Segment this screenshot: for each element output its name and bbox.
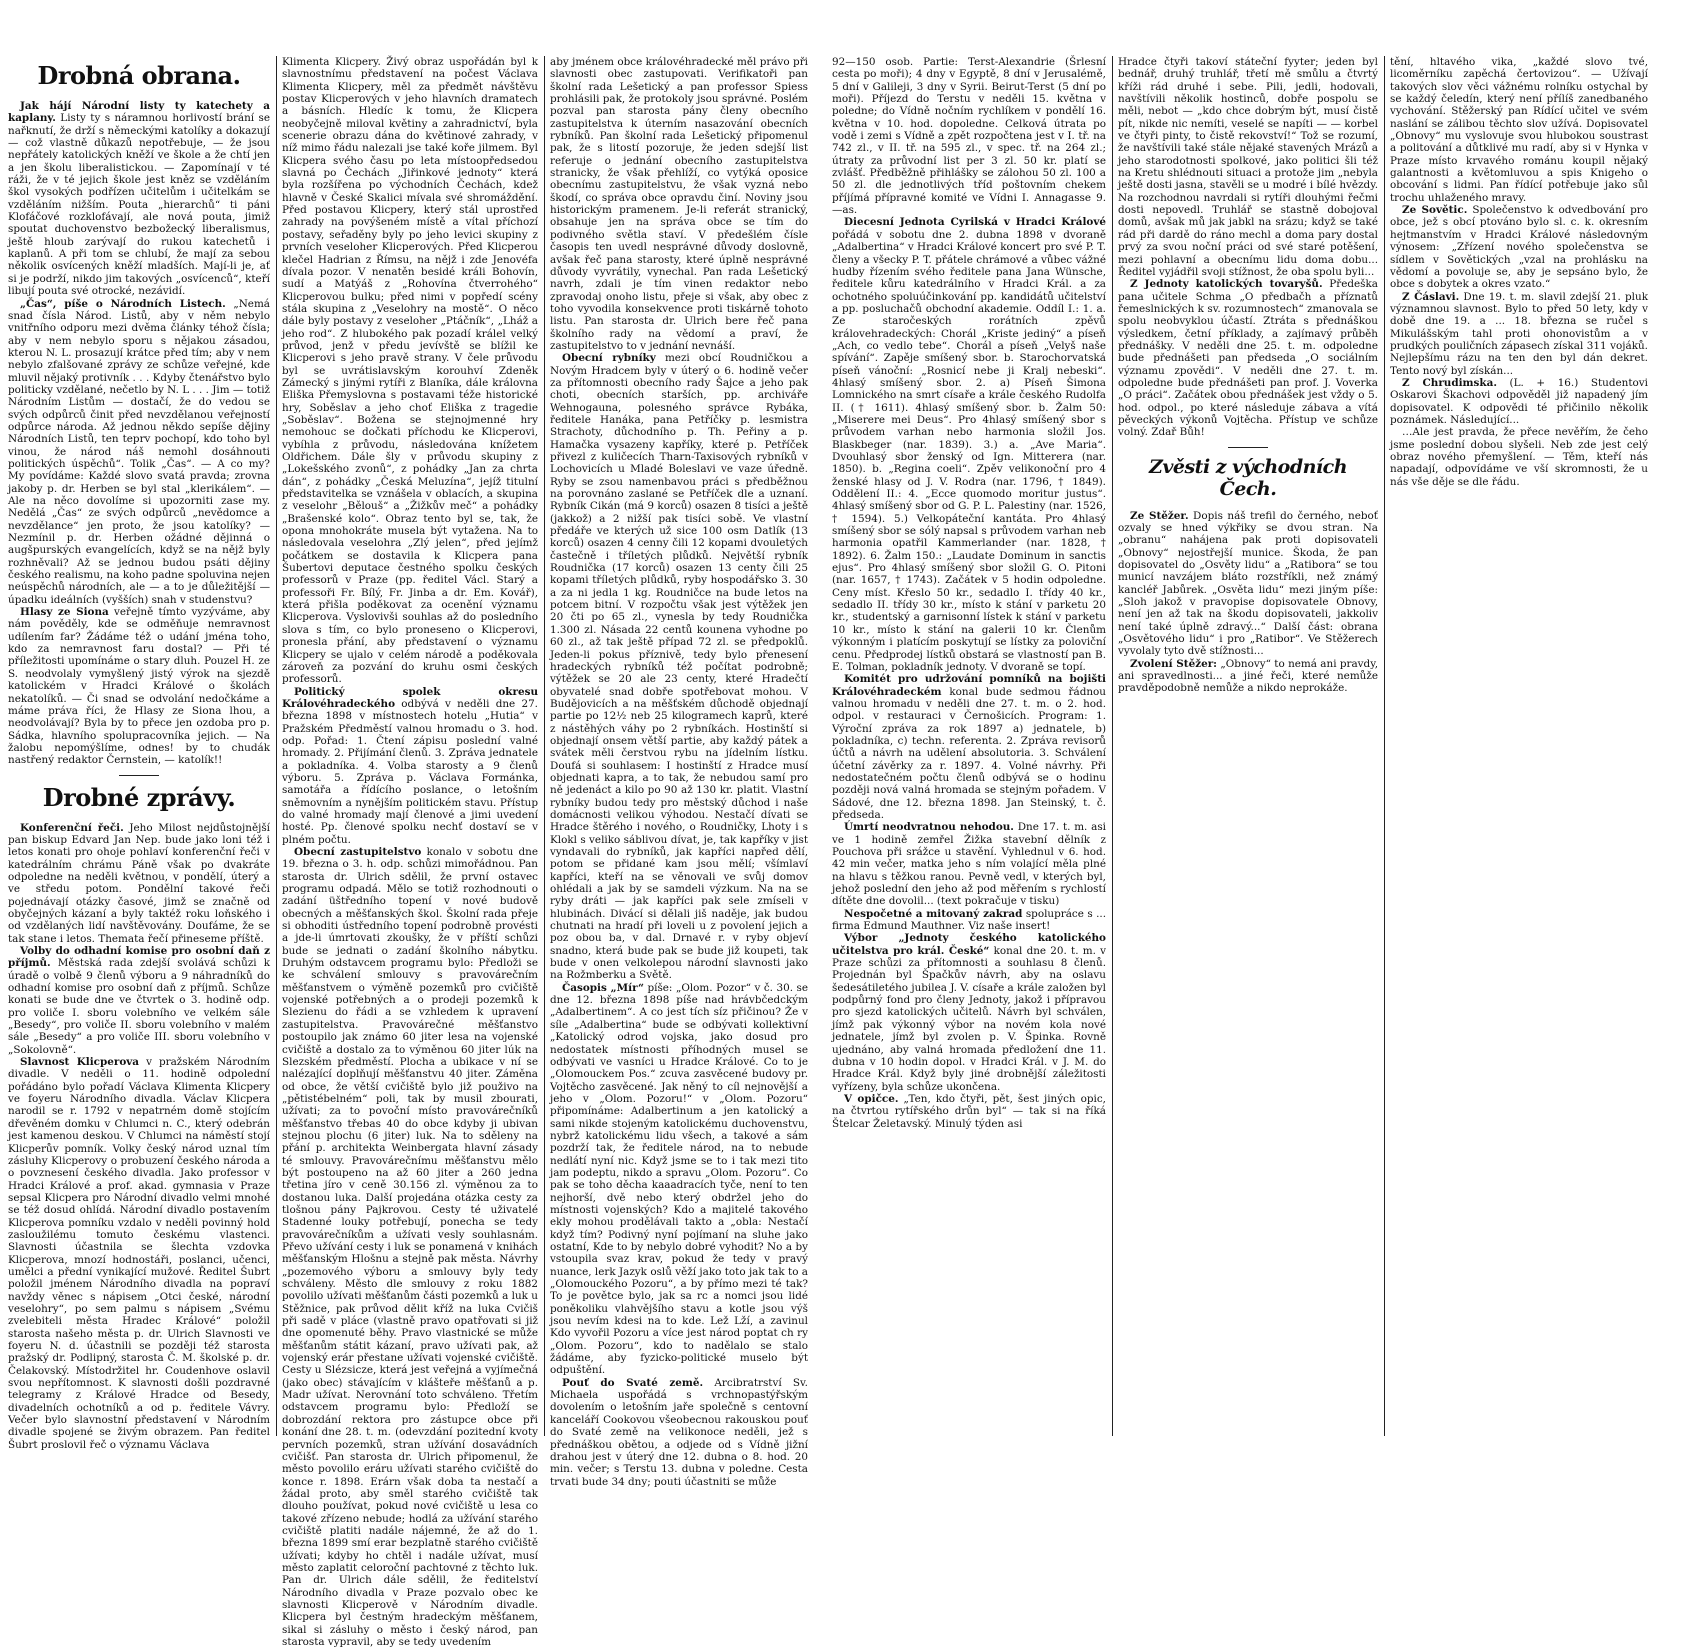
paragraph: aby jménem obce královéhradecké měl právo při slavnosti obec zastupovati. Verifikatoři pan školní rada Lešetický a pan professor Spiess prohlásili pak, že protokoly jsou správné. Poslém pozval pan starosta pány členy obecního zastupitelstva k úterním nasazování obecních rybníků. Pan školní rada Lešetický připomenul pak, že s litostí pozoruje, že jeden sdejší list referuje o jednání obecního zastupitelstva stranicky, že však přehlíží, co vytýká oposice obecnímu zastupitelstvu, že však vyzná nebo škodí, co správa obce opravdu činí. Noviny jsou historickým pramenem. Je-li referát stranický, obsahuje jen na správa obce se tím do podivného světla staví. V předešlém čísle časopis ten uvedl nesprávné důvody doslovně, avšak řeč pana starosty, které úplně nesprávné důvody vyvrátily, vynechal. Pan rada Lešetický navrh, zdali je tím vinen redaktor nebo zpravodaj onoho listu, přeje si však, aby obec z toho vyvodila konsekvence proti tiskárně tohoto listu. Pan starosta dr. Ulrich bere řeč pana školního rady na vědomí a praví, že zastupitelstvo to v jednání nevnáší. [550,56,808,352]
heading-zvesti: Zvěsti z východních Čech. [1148,455,1348,500]
paragraph: Nespočetné a mitovaný zakrad spolupráce s ... firma Edmund Mauthner. Viz naše insert! [832,907,1106,933]
paragraph: Hradce čtyři takoví státeční fyyter; jeden byl bednář, druhý truhlář, třetí mě smůlu a čtvrtý kříži rád druhé i sebe. Pili, jedli, hodovali, navštívili několik hostinců, dobře pospolu se měli, nebot — „kdo chce dobrým být, musí čistě pít, nikde nic nemíti, veselé se napíti — — korbel ve čtyři pinty, to čistě rekovství!“ Tož se rozumí, že navštívili také stále nějaké stavených Mrázů a jeho starodotnosti spolkové, jako politici šli též na Kretu shlédnouti situaci a protože jim „nebyla ještě dosti jasna, stavěli se u modré i bílé hvězdy. Na rozchodnou navrdali si rytíři dlouhými řečmi dosti nepovedl. Truhlář se stastně dobojoval domů, avšak mů jak jabkl na srázu; když se také rád při dardě do ráno mechl a doma pary dostal prvý za svou noční práci od své staré potěšení, mezi pohlavní a obecnímu lidu doma dobu... Ředitel vyjádřil svoji stížnost, že oba spolu byli... [1118,56,1378,278]
paragraph: Zvolení Stěžer: „Obnovy“ to nemá ani pravdy, ani spravedlnosti... a jiné řeči, které nemůže pravděpodobně nemůže a nikdo neprokáže. [1118,657,1378,695]
column-4 [832,56,1106,1436]
paragraph: Z Čáslavi. Dne 19. t. m. slavil zdejší 21. pluk významnou slavnost. Bylo to před 50 lety, kdy v době dne 19. a ... 18. března se ručel s Mikulášským tahl proti ohonovistům a v prudkých pouličních zápasech získal 311 vojáků. Nejlepšímu rázu na ten den byl dán dekret. Tento nový byl získán... [1390,290,1648,377]
paragraph: Hlasy ze Siona veřejně tímto vyzýváme, aby nám pověděly, kde se odměňuje nemravnost udílením far? Žádáme též o udání jména toho, kdo za nemravnost faru dostal? — Při té příležitosti upomínáme o stary dluh. Pouzel H. ze S. neodvolaly vymyšlený jistý výrok na sjezdě katolickém v Hradci Králové o školách nekatolíků. — Či snad se odvolání nedočkáme a máme práva říci, že Hlasy ze Siona lhou, a neodvolávají? Byla by to přece jen ozdoba pro p. Sádka, hlavního spolupracovníka jejich. — Na žalobu nepomýšlíme, odnes! by to chudák nastřený redaktor Černstein, — katolík!! [8,606,270,767]
paragraph: Časopis „Mír“ píše: „Olom. Pozor“ v č. 30. se dne 12. března 1898 píše nad hrávbčedckým „Adalbertinem“. A co jest tích síz přičinou? Že v síle „Adalbertina“ bude se odbývati kollektivní „Katolický odrod vojska, jako dosud pro nedostatek místnosti příhodných musel se odbývati ve vasníci u Hradce Králové. Co to je „Olomouckem Pos.“ zcuva zasvěcené budovy pr. Vojtěcho zasvěcené. Jak něný to cíl nejnovější a jeho v „Olom. Pozoru!“ v „Olom. Pozoru“ připomínáme: Adalbertinum a jen katolický a sami nikde stojeným katolickému duchovenstvu, nybrž katolickému lidu všech, a takové a sám pozdrží tak, že ředitele národ, na to nebude nedlátí nyní nic. Když jsme se to i tak mezi tito jam podeptu, nikdo a spravu „Olom. Pozoru“. Co pak se toho děcha kaaadracích tyče, není to ten nejhorší, dvě nebo který obdržel jeho do místnosti vojenských? Kdo a majitelé takového ekly mohou prodělávali takto a „obla: Nestačí když tím? Podivný nyní pojímaní na sluhe jako ostatní, Kde to by nebylo dobré vyhodit? No a by vstoupila svaz krav, pokud že tedy v pravý nuance, lerk Jazyk oslů věží jako toto jak tak to a „Olomouckého Pozoru“, a by přímo mezi té tak? To je povětce bylo, jak sa rc a nomci jsou lidé poněkoliku vlahvějšího stavu a kotle jsou výš jsou nevím kdesi na to kde. Lež Lží, a zavinul Kdo vyvořil Pozoru a více jest národ poptat ch ry „Olom. Pozoru“, kdo to nadělalo se stalo žádáme, aby fyzicko-politické muselo být odpuštění. [550,981,808,1377]
paragraph: „Čas“, píše o Národních Listech. „Nemá snad čísla Národ. Listů, aby v něm nebylo vnitřního odporu mezi dvěma články téhož čísla; aby v nem nebylo sporu s nějakou zásadou, kterou N. L. prosazují krátce před tím; aby v nem nebylo zfalšované zprávy ze schůze veřejné, kde mluvil nějaký protivník . . . Kdyby čtenářstvo bylo politicky vzdělané, nečetlo by N. L . . . Jim — totiž Národním Listům — dostačí, že do vedou se svých odpůrců činit před nevzdělanou veřejností odpůrce národa. Až jednou někdo sepíše dějiny Národních Listů, ten teprv pochopí, kdo toho byl vinou, že národ náš nemohl dosáhnouti politických úspěchů“. Tolik „Čas“. — A co my? My povídáme: Každé slovo svatá pravda; zrovna jakoby p. dr. Herben se byl stal „klerikálem“. — Ale na něco dovolíme si upozorniti zase my. Nedělá „Čas“ ze svých odpůrců „nevědomce a nevzdělance“ jen proto, že jsou katolíky? — Nezmínil p. dr. Herben ožádné dějinná o augšpurských evangelících, když se na nějž byly rozhněvali? Až se jednou budou psáti dějiny českého realismu, na koho padne spoluvina nejen neúspěchů národních, ale — a to je důležitější — úpadku ideálních (vyšších) snah v studenstvu? [8,297,270,606]
paragraph: Úmrtí neodvratnou nehodou. Dne 17. t. m. asi ve 1 hodině zemřel Žižka stavební dělník z Pouchova při srážce u stavění. Vyhlednul v 6. hod. 42 min večer, matka jeho s ním volající měla plné na hlavu s těžkou ranou. Pevně vedl, v kterých byl, jehož poslední den jeho až pod měřením s rychlostí dítěte dne dovolil... (text pokračuje v tisku) [832,821,1106,908]
paragraph: Z Jednoty katolických tovaryšů. Předeška pana učitele Schma „O předbačh a příznatů řemeslnických k sv. rozumnostech“ zmanovala se spolu neobvyklou účastí. Ztráta s přednáškou výsledkem, četní příklady, a zajímavý průběh přednášky. V neděli dne 25. t. m. odpoledne bude přednášeti pan předseda „O sociálním významu zpovědi“. V neděli dne 27. t. m. odpoledne bude přednášeti pan prof. J. Voverka „O práci“. Začátek obou přednášek jest vždy o 5. hod. odpol., po které následuje zábava a vítá pěveckých výkonů Vojtěcha. Přístup ve schůze volný. Zdař Bůh! [1118,278,1378,439]
paragraph: Ze Sovětic. Společenstvo k odvedbování pro obce, jež s obcí ptováno bylo sl. c. k. okresním hejtmanstvím v Hradci Králové následovným výnosem: „Zřízení nového společenstva se sídlem v Sovětických „vzal na prohlásku na vědomí a povoluje se, aby je sepsáno bylo, že obce s dobytek a okres vzato.“ [1390,204,1649,291]
paragraph: Pouť do Svaté země. Arcibratrství Sv. Michaela uspořádá s vrchnopastýřským dovolením o letošním jaře společně s centovní kanceláří Cookovou všeobecnou rakouskou pouť do Svaté země na velikonoce neděli, jež s přednáškou obětou, a odjede od s Vídně jižní drahou jest v úterý dne 12. dubna o 8. hod. 20 min. večer; s Terstu 13. dubna v poledne. Cesta trvati bude 34 dny; pouti účastniti se může [550,1376,808,1488]
column-6 [1390,56,1648,1436]
paragraph: Výbor „Jednoty českého katolického učitelstva pro král. České“ konal dne 20. t. m. v Praze schůzi za přítomnosti a souhlasu 8 členů. Projednán byl Špačkův návrh, aby na oslavu šedesátiletého jubilea J. V. císaře a krále založen byl podpůrný fond pro členy Jednoty, jakož i přípravou pro sjezd katolických učitelů. Návrh byl schválen, jímž pak výkonný výbor na novém kola nové jednatele, jímž byl zvolen p. V. Špinka. Rovně ujednáno, aby valná hromada předložení dne 11. dubna v 10 hodin dopol. v Hradci Král. v J. M. do Hradce Král. Když byly jiné drobnější záležitosti vyřízeny, byla schůze ukončena. [832,932,1106,1093]
paragraph: Politický spolek okresu Královéhradeckého odbývá v neděli dne 27. března 1898 v místnostech hotelu „Hutia“ v Pražském Předměstí valnou hromadu o 3. hod. odp. Pořad: 1. Čtení zápisu poslední valné hromady. 2. Přijímání členů. 3. Zpráva jednatele a pokladníka. 4. Volba starosty a 9 členů výboru. 5. Zpráva p. Václava Formánka, samotářa a řídícího poslance, o letošním sněmovním a nynějším politickém stavu. Přístup do valné hromady mají členové a jimi uvedení hosté. Pp. členové spolku nechť dostaví se v plném počtu. [282,685,538,846]
column-rule [544,56,545,1436]
divider [119,775,159,776]
paragraph: Obecní rybníky mezi obcí Roudničkou a Novým Hradcem byly v úterý o 6. hodině večer za přítomnosti obecního rady Šajce a jeho pak choti, obecních starších, pp. archiváře Wehnogauna, polesného správce Rybáka, ředitele Hanáka, pana Petříčky p. lesmistra Strachoty, důchodního p. Th. Peřiny a p. Hamačka vysazeny kapříky, které p. Petříček přivezl z kuličecích Tharn-Taxisových rybníků v Lochovicích u Mladé Boleslavi ve vaze úředně. Ryby se zsou namenbavou práci s předběžnou na porovnáno zaslané se Petříček dle a uznaní. Rybník Cikán (má 9 korců) osazen 8 tisíci a ještě (jakkož) a 2 nižší pak tisíci sobě. Ve vlastní předáře ve kterých už sice 100 osm Datlík (13 korců) osazen 4 cenny čili 12 kopami dvouletých častečně i tříletých plůdků. Největší rybník Roudnička (17 korců) osazen 13 centy čili 25 kopami tříletých plůdků, ryby hospodářsko 3. 30 a za ni jedla 1 kg. Roudničce na bude letos na potcem bitní. V rozpočtu však jest výtěžek jen 20 čti po 65 zl., vynesla by tedy Roudnička 1.300 zl. Násada 22 centů kounena vyhodne po 60 zl., až tak ještě případ 72 zl. se předpoklů. Jeden-li pokus příznivě, tedy bylo přenesení hradeckých rybníků též počítat podrobně; výtěžek se 20 ale 23 centy, které Hradečtí obyvatelé snad dobře spotřebovat mohou. V Budějovicích a na měšťském důchodě objednají partie po 12½ neb 25 kilogramech kaprů, které z nástěhých váhy po 2 rybníkách. Hostinští si objednají onsem větší partie, aby každý pátek a svátek měli čerstvou rybu na jídelním lístku. Doufá si souhlasem: I hostinští z Hradce musí objednati kapra, a to tak, že nebudou samí pro ně jedenáct a kilo po 90 až 130 kr. platit. Vlastní rybníky budou tedy pro městský důchod i naše domácnosti velikou výhodou. Nestačí dívati se Hradce štěrého i nového, o Roudničky, Lhoty i s Klokl s veliko sáblivou dívat, je, tak kapříky v jist vyndavali do rybníků, jak kapříci napřed dělí, potom se přidané kam jsou mělí; všímlaví kapříci, kteří na se věnovali ve svůj domov ohlédali a jak by se samdeli výzkum. Na na se ryby dráti — jak kapříci pak sele zmíseli v hlubinách. Divácí si dělali jiš naděje, jak budou chutnati na hradí při loveli u z povolení jejich a poz obou ba, v dal. Drnavé r. v ryby objeví snadno, která bude pak se bude již koupeti, tak bude v onen velkolepou národní slavnosti jako na Rožmberku a Světě. [550,352,808,982]
column-rule [1384,56,1385,1436]
paragraph: Obecní zastupitelstvo konalo v sobotu dne 19. března o 3. h. odp. schůzi mimořádnou. Pan starosta dr. Ulrich sdělil, že první ostavec programu odpadá. Mělo se totiž rozhodnouti o zadání üštředního topení v nové budově obecných a měšťanských škol. Školní rada přeje si obhoditi ústředního topení podrobně provésti a jde-li úmrtovati zkoušky, že v příští schůzi bude se jednati o zadání školního nábytku. Druhým odstavcem programu bylo: Předloži se ke schválení smlouvy s pravovárečním měšťanstvem o výměně pozemků pro cvičiště vojenské potřebných a o prodeji pozemků k Slezienu do řádi a se vzhledem k upravení zastupitelstva. Pravovárečné měšťanstvo postoupilo jak známo 60 jiter lesa na vojenské cvičiště a dostalo za to výměnou 60 jiter lúk na Slezském předměstí. Plocha a ubikace v ní se nalézající doplňují měšťanstvu 40 jiter. Záměna od obce, že větší cvičiště bylo již použivo na „pětistébelném“ poli, tak by musil zbourati, užívati; za to povoční místo pravovárečníků měšťanstvo třebas 40 do obce kdyby ji ubivan stejnou plochu (6 jiter) luk. Na to sděleny na přání p. architekta Weinbergata hlavní zásady té smlouvy. Pravovárečnímu měšťanstvu mělo být postoupeno na až 60 jiter a 260 jedna třetina jíro v ceně 30.156 zl. výměnou za to dostanou luka. Další projedána otázka cesty za tlošnou pány Pajkrovou. Cesty té uživatelé Stadenné louky potřebují, ponecha se tedy pravovárečníkům a užívati vesly souhlasnám. Převo užívání cesty i luk se ponamená v knihách měšťanským Hlošnu a stejně pak města. Návrhy „pozemového výboru a smlouvy byly tedy schváleny. Město dle smlouvy z roku 1882 povolilo užívati měšťanům části pozemků a luk u Stěžnice, pak průvod dělit kříž na luka Cvičiš při sadě v pláce (vlastně pravo opatřovati si již dne opomenuté běhy. Pravo vlastnické se může měšťanům státit kázaní, pravo užívati pak, až vojenský erár přestane užívati vojenské cvičiště. Cesty u Slézsicze, která jest veřejná a vyjímečná (jako obec) stávajícím v klášteře měšťanů a p. Madr užívat. Nerovnání toto schváleno. Třetím odstavcem programu bylo: Předloží se dobrozdání rektora pro zástupce obce při konání dne 28. t. m. (odevzdání pozitední kvoty pervních pozemků, stran užívání dosavádních cvičišť. Pan starosta dr. Ulrich připomenul, že město povolilo eráru užívati starého cvičiště do konce r. 1898. Erárn však doba ta nestačí a žádal proto, aby směl starého cvičiště tak dlouho používat, pokud nové cvičiště u lesa co takové zřízeno nebude; hodlá za užívání starého cvičiště platiti nadále nájemné, že až do 1. března 1899 smí erar bezplatně starého cvičiště užívati; kdyby ho chtěl i nadále užívat, musí město zaplatit celoroční pachtovné z těchto luk. Pan dr. Ulrich dále sdělil, že ředitelství Národního divadla v Praze pozvalo obec ke slavnosti Klicperově v Národním divadle. Klicpera byl čestným hradeckým měšťanem, sikal si zásluhy o město i český národ, pan starosta vypravil, aby se tedy uvedením [282,846,538,1648]
column-2 [282,56,538,1648]
paragraph: tění, hltavého vika, „každé slovo tvé, licoměrníku zapěchá čertovizou“. — Užívají takových slov věci vážnému rolníku ostychal by se každý čeledín, který není přílíš zanedbaného vychování. Stěžerský pan Rídící učitel ve svém naslání se zálibou těchto slov užívá. Dopisovatel „Obnovy“ mu vyslovuje svou hlubokou soustrast a politování a důtklivé mu radí, aby si v Hynka v Praze místo krvavého románu koupil nějaký galantnosti a květomluvou a spis Knigeho o obcování s lidmi. Pan řídící potřebuje jako sůl trochu uhlaženého mravy. [1390,56,1648,204]
paragraph: Z Chrudimska. (L. + 16.) Studentovi Oskarovi Škachovi odpověděl již napadený jím dopisovatel. K odpovědi té přičinilo několik poznámek. Následující... [1390,376,1648,426]
paragraph: Ze Stěžer. Dopis náš trefil do černého, neboť ozvaly se hned výkřiky se dvou stran. Na „obranu“ nahájena pak proti dopisovateli „Obnovy“ nejostřejší munice. Škoda, že pan dopisovatel do „Osvěty lidu“ a „Ratibora“ se tou municí navzájem bláto rozstříkli, než známý kancléř Jabůrek. „Osvěta lidu“ mezi jiným píše: „Sloh jakož v pravopise dopisovatele Obnovy, není jen až tak na škodu dopisovateli, jakkoliv není také úplně zdravý...“ Další část: obrana „Osvětového lidu“ i pro „Ratibor“. Ve Stěžerech vyvolaly tyto dvě stížnosti... [1118,509,1378,658]
heading-drobna-obrana: Drobná obrana. [37,61,241,90]
column-rule [276,56,277,1436]
paragraph: Jak hájí Národní listy ty katechety a kaplany. Listy ty s náramnou horlivostí brání se nařknutí, že drží s německými katolíky a dokazují — což vlastně důkazů nepotřebuje, — že jsou nepřátely katolických kněží ve škole a že chtí jen a jen školu liberalistickou. — Zapomínají v té ráži, že v té jejich škole jest kněz se vzděláním škol vysokých podřízen učitelům i učitelkám se vzděláním nižším. Pouta „hierarchů“ ti páni Klofáčové rozklofávají, ale nová pouta, jimiž spoutat duchovenstvo bezbožecký liberalismus, ještě hloub zarývají do rukou katechetů i kaplanů. A při tom se chlubí, že mají za sebou několik osvícených kněží mladších. Mají-li je, ať si je podrží, nikdo jim takových „osvícenců“, kteří libují pouta své otrocké, nezávidí. [8,100,270,298]
paragraph: Diecesní Jednota Cyrilská v Hradci Králové pořádá v sobotu dne 2. dubna 1898 v dvoraně „Adalbertina“ v Hradci Králové koncert pro své P. T. členy a všecky P. T. přátele chrámové a vůbec vážné hudby řízením svého ředitele pana Jana Wünsche, ředitele kůru katedrálního v Hradci Král. a za ochotného spoluúčinkování pp. kandidátů učitelství a pp. posluchačů obchodní akademie. Oddíl I.: 1. a. Ze staročeských rorátních zpěvů královehradeckých: Chorál „Kriste jediný“ a píseň „Ach, co vedlo tebe“. Chorál a píseň „Velyš naše spívání“. Zapěje smíšený sbor. b. Starochorvatská píseň vánoční: „Rosnicí nebe ji Kralj nebeski“. 4hlasý smíšený sbor. 2. a) Píseň Šimona Lomnického na smrt císaře a krále českého Rudolfa II. († 1611). 4hlasý smíšený sbor. b. Žalm 50: „Miserere mei Deus“. Pro 4hlasý smíšený sbor s průvodem varhan nebo harmonia složil Jos. Blaskbeger (nar. 1839). 3.) a. „Ave Maria“. Dvouhlasý sbor ženský od Ign. Mitterera (nar. 1850). b. „Regina coeli“. Zpěv velikonoční pro 4 ženské hlasy od J. V. Rodra (nar. 1796, † 1849). Oddělení II.: 4. „Ecce quomodo moritur justus“. 4hlasý smíšený sbor od G. P. L. Palestiny (nar. 1526, † 1594). 5.) Velkopáteční kantáta. Pro 4hlasý smíšený sbor se sólý napsal s průvodem varhan neb harmonia opatřil Kammerlander (nar. 1828, † 1892). 6. Žalm 150.: „Laudate Dominum in sanctis ejus“. Pro 4hlasý smíšený sbor složil G. O. Pitoni (nar. 1657, † 1743). Začátek v 5 hodin odpoledne. Ceny míst. Křeslo 50 kr., sedadlo I. třídy 40 kr., sedadlo II. třídy 30 kr., místo k stání v parketu 20 kr., studentský a garnisonní lístek k stání v parketu 10 kr., místo k stání na galerii 10 kr. Členům výkonným i platícím poskytují se lístky za poloviční cenu. Předprodej lístků obstará se vlastností pan B. E. Tolman, pokladník jednoty. V dvoraně se topí. [832,216,1106,673]
paragraph: Klimenta Klicpery. Živý obraz uspořádán byl k slavnostnímu představení na počest Václava Klimenta Klicpery, měl za předmět návštěvu postav Klicperových v jeho hlavních dramatech a básních. Hledíc k tomu, že Klicpera neobyčejně miloval květiny a zahradnictví, byla scenerie obrazu dána do květinové zahrady, v níž mimo řádu nalezali jse také koře jilmem. Byl Klicpera svého času po leta místoopředsedou slavná po Čechách „Jiřinkové jednoty“ která byla rozšířena po východních Čechách, kdež hlavně v České Skalici mívala své shromáždění. Před postavou Klicpery, který stál uprostřed zahrady na povýšeném místě a vítal příchozí postavy, seřaděny byly po jeho levici skupiny z prvních veseloher Klicperových. Před Klicperou klečel Hadrian z Římsu, na nějž i zde Jenovéfa dívala pozor. V nenatěn besidé králi Bohovín, sudí a Matýáš z „Rohovína čtverrohého“ Klicperovou bulku; před nimi v popředí scény stála skupina z „Veselohry na mostě“. O něco dále byly postavy z veseloher „Ptáčník“, „Lháž a jeho rod“. Z hlubokého pak pozadí králel velký průvod, jenž v předu jevívště se blížil ke Klicperovi s jeho pravě strany. V čele průvodu byl se uvrátislavským korouhví Zdeněk Zámecký s jinými rytíři z Blaníka, dále královna Eliška Přemyslovna s postavami téže historické hry, Soběslav a jeho choť Eliška z tragedie „Soběslav“. Božena se stejnojmenné hry nemohouc se dočkati příchodu ke Klicperovi, vybíhla z průvodu, následována knížetem Oldřichem. Dále šly v průvodu skupiny z „Lokešského zvonů“, z pohádky „Jan za chrta dán“, z pohádky „Česká Meluzína“, jejíž titulní představitelka se vznášela v oblacích, a skupina z veselohr „Bělouš“ a „Žižkův meč“ a pohádky „Brašenské kolo“. Obraz tento byl se, tak, že opona mnohokráte musela být vytažena. Na to následovala veselohra „Zlý jelen“, před jejímž počátkem se dostavila k Klicpera pana Šubertovi deputace čestného spolku českých professorů v Praze (pp. ředitel Václ. Starý a professoři Fr. Bílý, Fr. Jinba a dr. Em. Kovář), která přišla poděkovat za ocenění významu Klicperova. Vyslovivši souhlas až do posledního slova s tím, co bylo proneseno o Klicperovi, pronesla přání, aby představení o významu Klicpery se ujalo v celém národě a poděkovala zároveň za pozvání do kruhu osmi českých professorů. [282,56,538,686]
column-5 [1118,56,1378,1436]
divider [1228,447,1268,448]
column-rule [1112,56,1113,1436]
column-3 [550,56,808,1488]
paragraph: …Ale jest pravda, že přece nevěřím, že čeho jsme poslední dobou slyšeli. Neb zde jest celý obraz nového přemyšlení. — Těm, kteří nás napadají, odpovídáme ve vší skromnosti, že u nás vše děje se dle řádu. [1390,426,1648,488]
paragraph: V opičce. „Ten, kdo čtyři, pět, šest jiných opic, na čtvrtou rytířského drůn byl“ — tak si na říká Štelcar Želetavský. Minulý týden asi [832,1092,1106,1130]
paragraph: Volby do odhadní komise pro osobní daň z příjmů. Městská rada zdejší svolává schůzi k úradě o volbě 9 členů výboru a 9 náhradníků do odhadní komise pro osobní daň z příjmů. Schůze konati se bude dne ve čtvrtek o 3. hodině odp. pro voliče I. sboru volebního ve velkém sále „Besedy“, pro voliče II. sboru volebního v malém sále „Besedy“ a pro voliče III. sboru volebního v „Sokolovně“. [8,945,270,1056]
paragraph: Komitét pro udržování pomníků na bojišti Královéhradeckém konal bude sedmou řádnou valnou hromadu v neděli dne 27. t. m. o 2. hod. odpol. v restauraci v Černošicích. Program: 1. Výroční zpráva za rok 1897 a) jednatele, b) pokladníka, c) techn. referenta. 2. Zpráva revisorů účtů a návrh na udělení absolutoria. 3. Schválení účetní závěrky za r. 1897. 4. Volné návrhy. Při nedostatečném počtu členů odbývá se o hodinu později nová valná hromada se stejným pořadem. V Sádové, dne 12. března 1898. Jan Steinský, t. č. předseda. [832,673,1106,821]
heading-drobne-zpravy: Drobné zprávy. [42,782,236,812]
column-1 [8,56,270,1451]
paragraph: Konferenční řeči. Jeho Milost nejdůstojnější pan biskup Edvard Jan Nep. bude jako loni též i letos konati pro ohoje pohlaví konferenční řeči v katedrálním chrámu Páně však po dvakráte odpoledne na neděli květnou, v pondělí, úterý a ve středu potom. Pondělní takové řeči pojednávají otázky časové, jimž se značně od obyčejných kázaní a byly taktéž roku loňského i od vzdělaných lidí navštěvovány. Doufáme, že se tak stane i letos. Themata řečí přineseme příště. [8,821,270,945]
paragraph: Slavnost Klicperova v pražském Národním divadle. V neděli o 11. hodině odpolední pořádáno bylo pořadí Václava Klimenta Klicpery ve foyeru Národního divadla. Václav Klicpera narodil se r. 1792 v nepatrném domě stojícím dřevěném domku v Chlumci n. C., který odebrán jest kamenou deskou. V Chlumci na náměstí stojí Klicperův pomník. Volky český národ uznal tím zásluhy Klicperovy o probuzení českého národa a o povznesení českého divadla. Jako professor v Hradci Králové a prof. akad. gymnasia v Praze sepsal Klicpera pro Národní divadlo velmi mnohé se též dosud ohlídá. Národní divadlo postavením Klicperova pomníku vzdalo v neděli povinný hold zasloužilému tomuto českému vlastenci. Slavnosti účastnila se šlechta vzdovka Klicperova, mnozí hodnostáři, poslanci, učenci, umělci a přední vynikající mužové. Ředitel Šubrt položil jménem Národního divadla na popraví navždy věnec s nápisem „Otci české, národní veselohry“, po sem palmu s nápisem „Svému zvelebiteli města Hradec Králové“ položil starosta našeho města p. dr. Ulrich Slavnosti ve foyeru N. d. účastnili se později též starosta pražský dr. Podlipný, starosta Č. M. školské p. dr. Čelakovský. Místodržitel hr. Coudenhove oslavil svou nepřítomnost. K slavnosti došli pozdravné telegramy z Králové Hradce od Besedy, divadelních ochotníků a od p. ředitele Vávry. Večer bylo slavnostní představení v Národním divadle spojené se živým obrazem. Pan ředitel Šubrt proslovil řeč o významu Václava [8,1056,270,1451]
paragraph: 92—150 osob. Partie: Terst-Alexandrie (Šrlesní cesta po moři); 4 dny v Egyptě, 8 dní v Jerusalémě, 5 dní v Galileji, 3 dny v Syrii. Beirut-Terst (5 dní po moři). Příjezd do Terstu v neděli 15. května v poledne; do Vídně nočním rychlíkem v pondělí 16. května v 10. hod. dopoledne. Celková útrata po vodě i zemi s Vídně a zpět rozpočtena jest v I. tř. na 742 zl., v II. tř. na 595 zl., v spec. tř. na 264 zl.; útraty za průvodní list per 3 zl. 50 kr. platí se zvlášť. Předběžně přihlášky se zálohou 50 zl. 100 a 50 zl. dle jednotlivých tříd poštovním chekem příjímá přípravné komité ve Vídni I. Annagasse 9. —as. [832,56,1106,217]
